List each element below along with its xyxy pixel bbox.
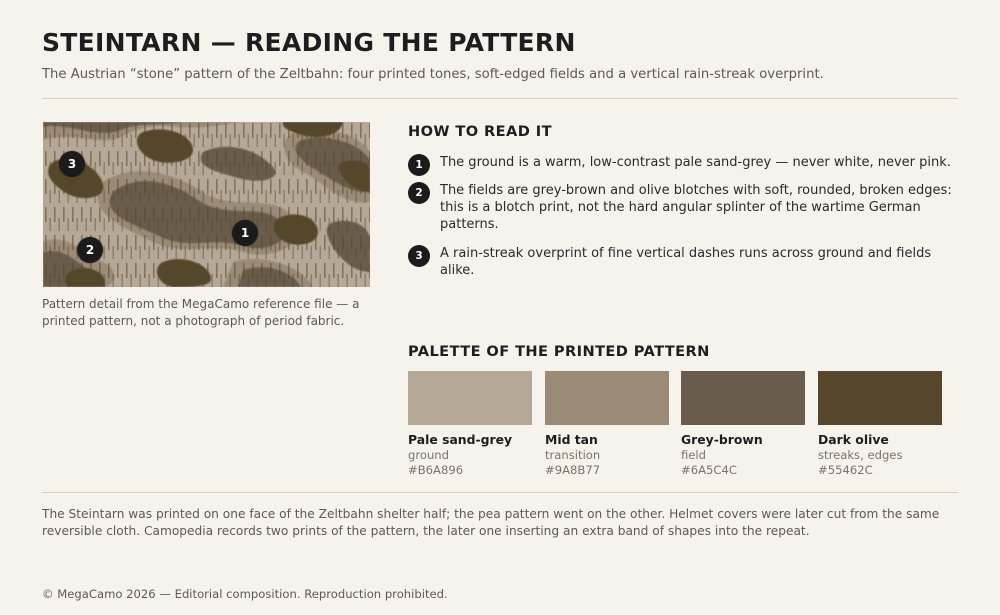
swatch-role: streaks, edges bbox=[818, 448, 903, 462]
palette-heading: PALETTE OF THE PRINTED PATTERN bbox=[408, 343, 710, 360]
bottom-divider bbox=[42, 492, 958, 493]
copyright-footer: © MegaCamo 2026 — Editorial composition. Reproduction prohibited. bbox=[42, 587, 448, 601]
how-to-read-heading: HOW TO READ IT bbox=[408, 123, 552, 140]
how-to-read-list bbox=[408, 153, 958, 279]
swatch-grey-brown bbox=[681, 371, 805, 477]
page-title: STEINTARN — READING THE PATTERN bbox=[42, 28, 576, 57]
pattern-marker-3: 3 bbox=[59, 151, 85, 177]
page-subtitle: The Austrian “stone” pattern of the Zeltbahn: four printed tones, soft-edged fields and a vertical rain-streak overprint. bbox=[42, 67, 824, 82]
step-item bbox=[408, 154, 958, 171]
step-text: The fields are grey-brown and olive blotches with soft, rounded, broken edges: this is a blotch print, not the hard angular splinter of the wartime German patterns. bbox=[440, 183, 952, 232]
swatch-chip bbox=[818, 371, 942, 425]
swatch-chip bbox=[545, 371, 669, 425]
swatch-role: field bbox=[681, 448, 707, 462]
top-divider bbox=[42, 98, 958, 99]
swatch-name: Pale sand-grey bbox=[408, 432, 513, 447]
swatch-role: transition bbox=[545, 448, 601, 462]
swatch-hex: #6A5C4C bbox=[681, 463, 737, 477]
pattern-caption: Pattern detail from the MegaCamo reference file — a printed pattern, not a photograph of period fabric. bbox=[42, 297, 360, 328]
pattern-detail-image bbox=[43, 122, 370, 287]
swatch-name: Grey-brown bbox=[681, 432, 763, 447]
swatch-pale-sand-grey bbox=[408, 371, 532, 477]
step-text: A rain-streak overprint of fine vertical dashes runs across ground and fields alike. bbox=[440, 246, 932, 278]
pattern-marker-1: 1 bbox=[232, 220, 258, 246]
swatch-hex: #9A8B77 bbox=[545, 463, 601, 477]
history-note: The Steintarn was printed on one face of the Zeltbahn shelter half; the pea pattern went on the other. Helmet covers were later cut from the same reversible cloth. Camopedia records two prints of the pattern, the later one inserting an extra band of shapes into the repeat. bbox=[42, 507, 940, 538]
swatch-role: ground bbox=[408, 448, 450, 462]
swatch-hex: #B6A896 bbox=[408, 463, 464, 477]
step-number-badge: 2 bbox=[408, 182, 430, 204]
step-number-badge: 1 bbox=[408, 154, 430, 176]
swatch-dark-olive bbox=[818, 371, 942, 477]
swatch-name: Mid tan bbox=[545, 432, 598, 447]
swatch-mid-tan bbox=[545, 371, 669, 477]
swatch-name: Dark olive bbox=[818, 432, 889, 447]
step-item bbox=[408, 182, 958, 233]
step-text: The ground is a warm, low-contrast pale sand-grey — never white, never pink. bbox=[440, 155, 951, 170]
step-number-badge: 3 bbox=[408, 245, 430, 267]
swatch-chip bbox=[681, 371, 805, 425]
swatch-hex: #55462C bbox=[818, 463, 873, 477]
step-item bbox=[408, 245, 958, 279]
pattern-marker-2: 2 bbox=[77, 237, 103, 263]
swatch-chip bbox=[408, 371, 532, 425]
